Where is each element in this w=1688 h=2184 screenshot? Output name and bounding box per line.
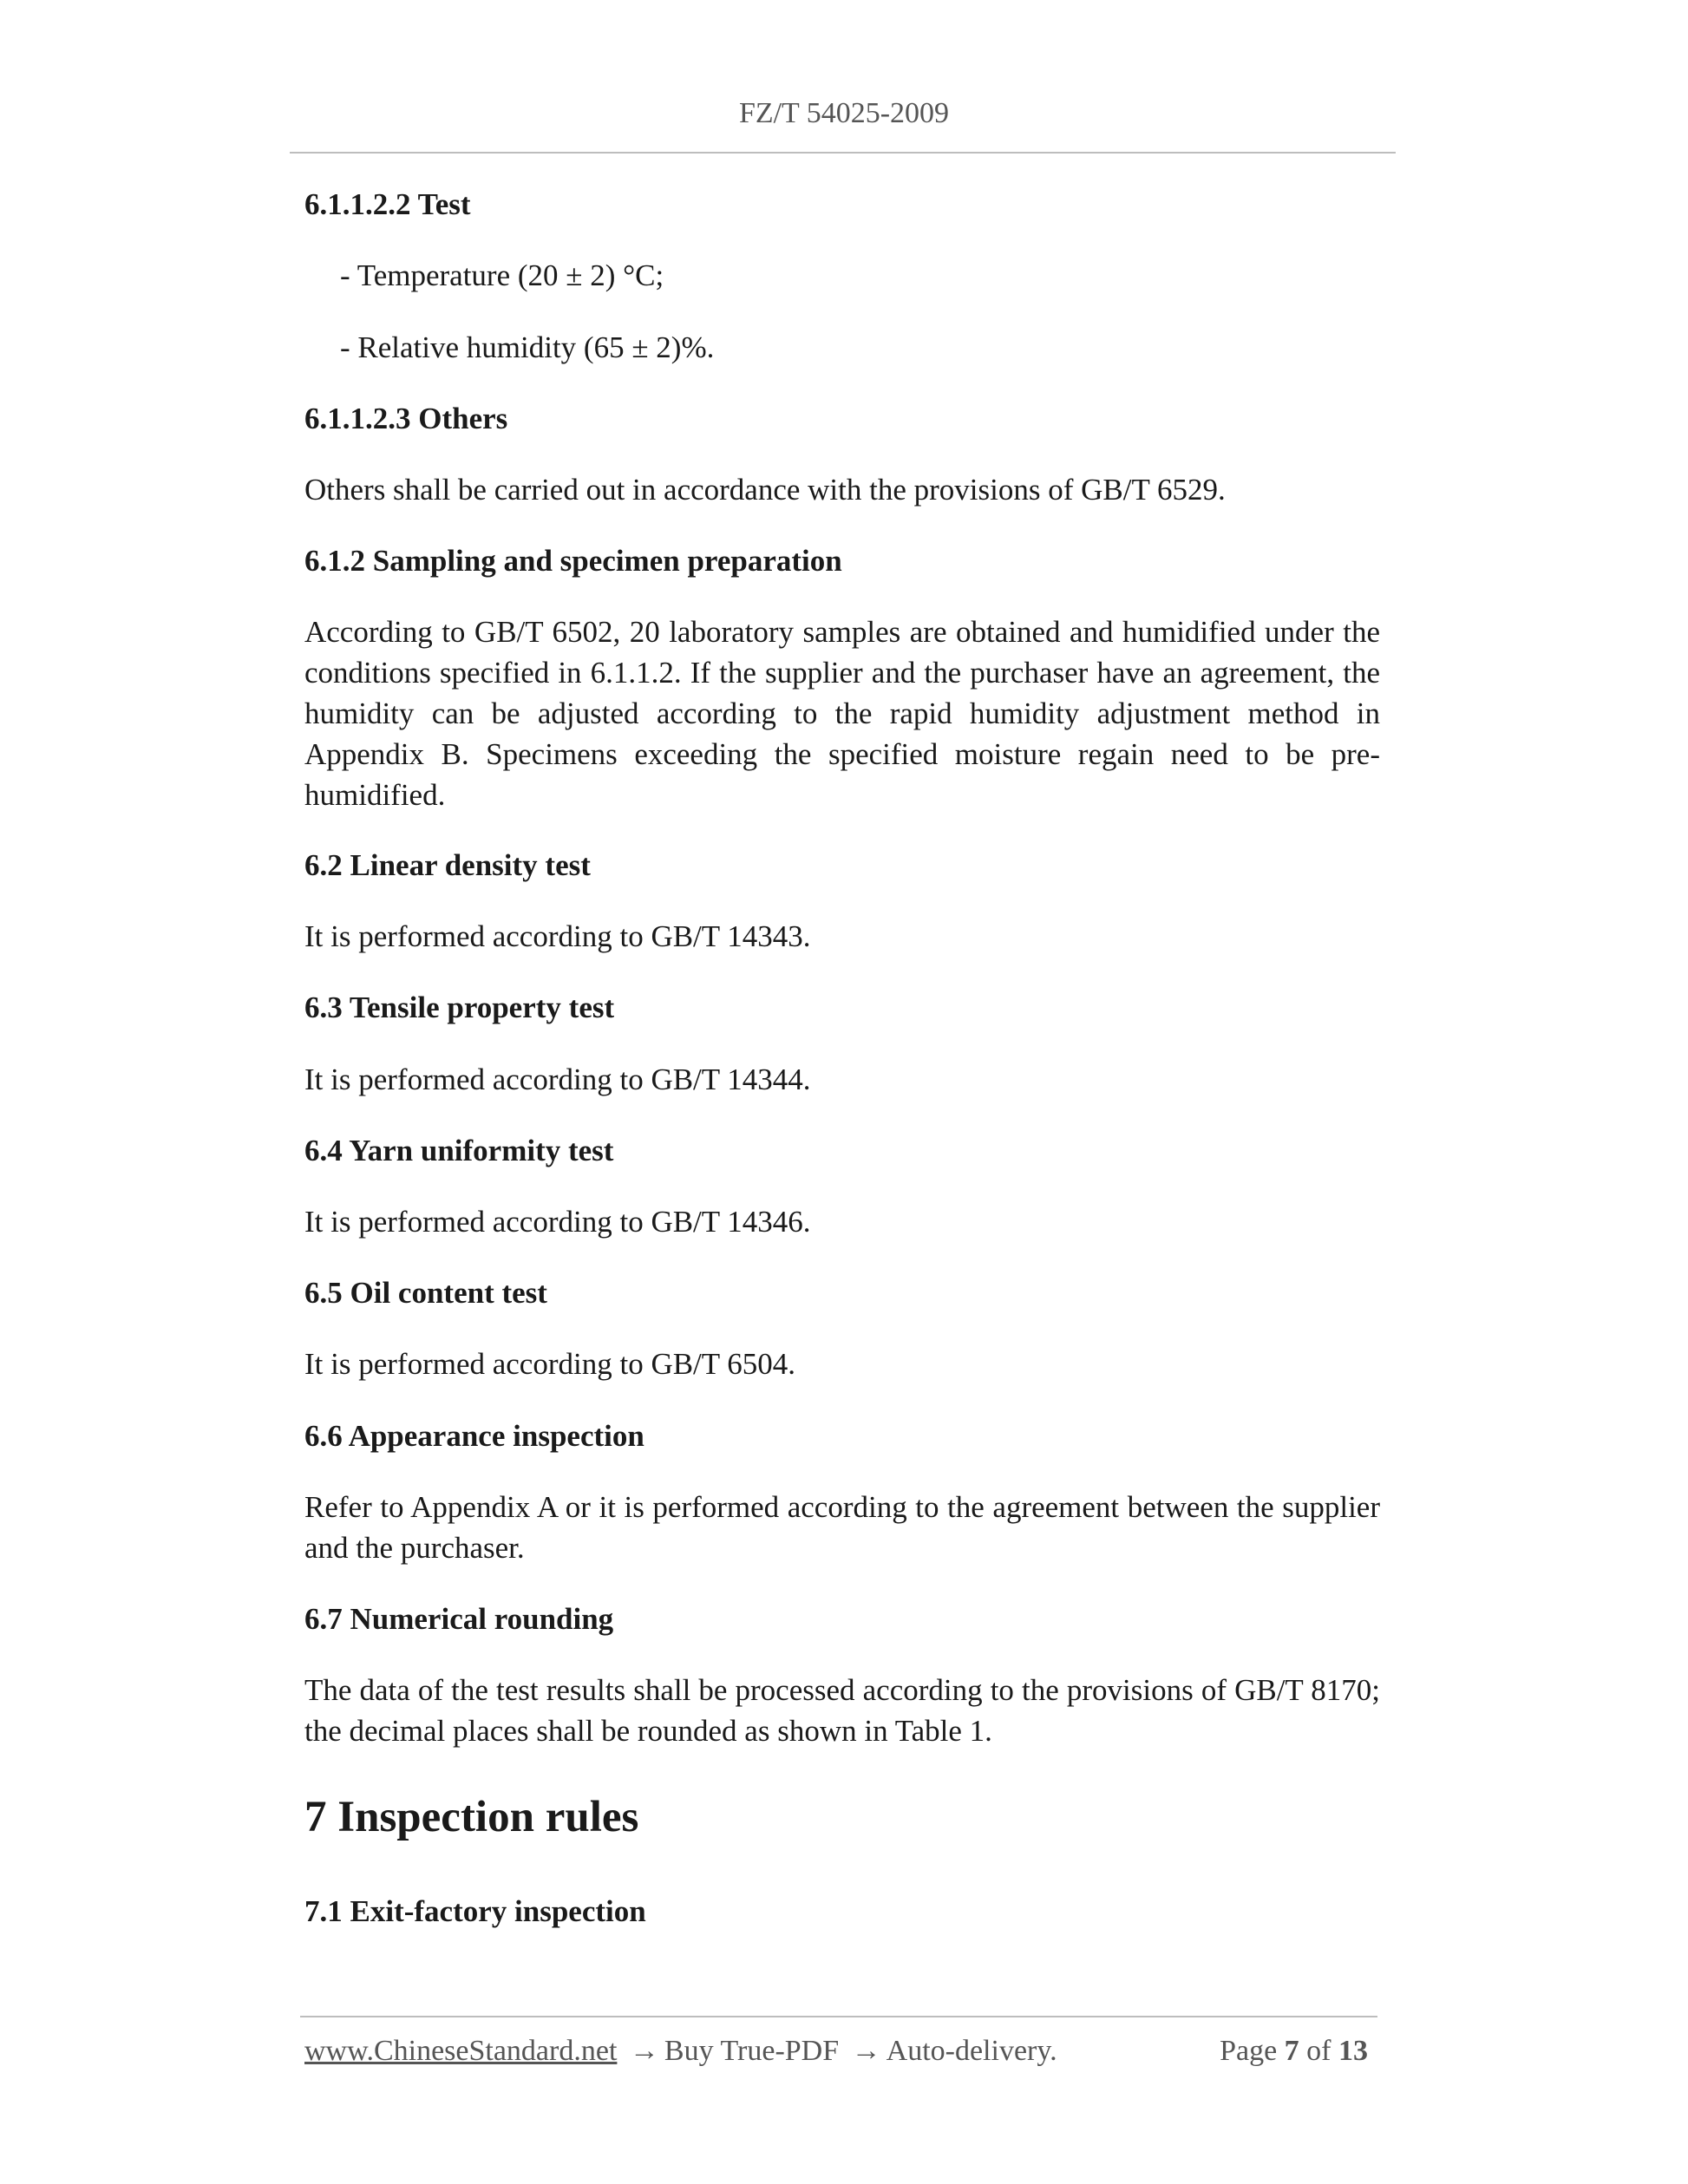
heading-6-4: 6.4 Yarn uniformity test (304, 1134, 614, 1167)
arrow-right-icon: → (629, 2035, 659, 2067)
paragraph-linear-density: It is performed according to GB/T 14343. (304, 919, 811, 953)
heading-6-1-1-2-3: 6.1.1.2.3 Others (304, 402, 508, 435)
paragraph-uniformity: It is performed according to GB/T 14346. (304, 1205, 811, 1239)
page-total: 13 (1338, 2035, 1368, 2067)
page-indicator (1220, 2032, 1368, 2070)
running-header: FZ/T 54025-2009 (738, 97, 950, 129)
site-link[interactable]: www.ChineseStandard.net (304, 2035, 618, 2067)
arrow-right-icon: → (851, 2035, 881, 2067)
footer-divider (300, 2016, 1377, 2017)
bullet-temperature: - Temperature (20 ± 2) °C; (340, 258, 664, 292)
auto-delivery-text: Auto-delivery. (886, 2035, 1057, 2067)
paragraph-rounding: The data of the test results shall be processed according to the provisions of GB/T 8170; the decimal places shall be rounded as shown in Table 1. (304, 1673, 1380, 1748)
heading-6-1-2: 6.1.2 Sampling and specimen preparation (304, 544, 842, 578)
paragraph-appearance: Refer to Appendix A or it is performed according to the agreement between the supplier and the purchaser. (304, 1490, 1380, 1565)
paragraph-tensile: It is performed according to GB/T 14344. (304, 1063, 811, 1096)
page-current: 7 (1284, 2035, 1299, 2067)
paragraph-others: Others shall be carried out in accordance with the provisions of GB/T 6529. (304, 473, 1226, 507)
of-label: of (1306, 2035, 1331, 2067)
heading-6-3: 6.3 Tensile property test (304, 991, 615, 1024)
page-footer (304, 2032, 1380, 2070)
heading-6-2: 6.2 Linear density test (304, 848, 591, 882)
heading-6-1-1-2-2: 6.1.1.2.2 Test (304, 187, 471, 221)
heading-7: 7 Inspection rules (304, 1793, 639, 1841)
heading-6-5: 6.5 Oil content test (304, 1276, 547, 1310)
heading-6-7: 6.7 Numerical rounding (304, 1602, 614, 1636)
page-label: Page (1220, 2035, 1278, 2067)
header-divider (290, 152, 1396, 154)
heading-7-1: 7.1 Exit-factory inspection (304, 1894, 646, 1928)
paragraph-sampling: According to GB/T 6502, 20 laboratory samples are obtained and humidified under the conditions specified in 6.1.1.2. If the supplier and the purchaser have an agreement, the humidity can be adjusted according to the rapid humidity adjustment method in Appendix B. Specimens exceeding the specified moisture regain need to be pre-humidified. (304, 615, 1380, 812)
heading-6-6: 6.6 Appearance inspection (304, 1419, 644, 1453)
paragraph-oil-content: It is performed according to GB/T 6504. (304, 1347, 796, 1381)
buy-pdf-text: Buy True-PDF (664, 2035, 840, 2067)
bullet-relative-humidity: - Relative humidity (65 ± 2)%. (340, 330, 715, 364)
